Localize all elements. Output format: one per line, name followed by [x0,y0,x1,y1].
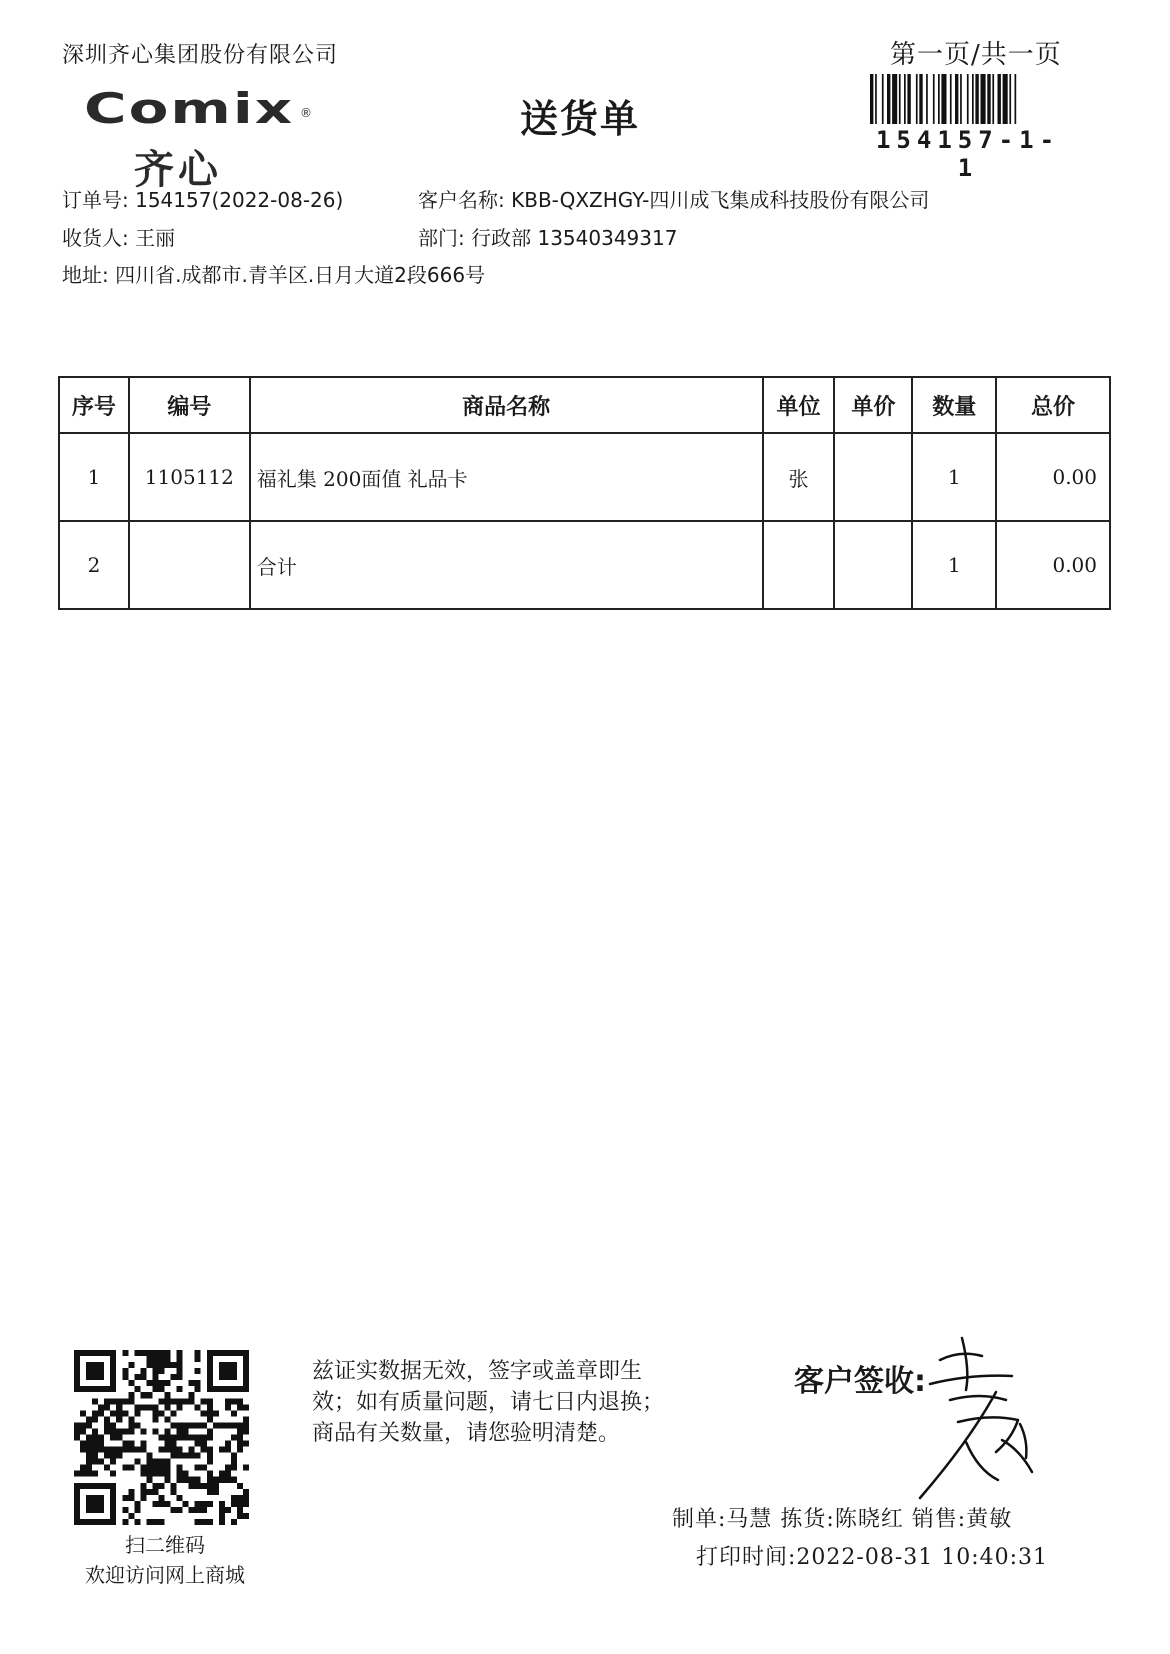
comix-logo-cn: 齐心 [134,147,222,193]
department-value: 行政部 13540349317 [471,226,678,250]
page-info: 第一页/共一页 [890,40,1062,70]
header-seq: 序号 [59,377,129,433]
customer-name-value: KBB-QXZHGY-四川成飞集成科技股份有限公司 [511,188,930,212]
customer-sign-label: 客户签收: [794,1364,926,1399]
cell-unit [763,521,835,609]
cell-total: 0.00 [996,433,1110,521]
table-row [59,521,1110,609]
customer-name [418,184,929,213]
table-row [59,433,1110,521]
cell-product-name: 合计 [250,521,763,609]
notice-line-3: 商品有关数量，请您验明清楚。 [312,1421,621,1446]
header-quantity: 数量 [912,377,996,433]
customer-name-label: 客户名称: [418,188,505,212]
qr-code[interactable] [74,1350,249,1525]
barcode [868,74,1068,130]
header-product-name: 商品名称 [250,377,763,433]
header-unit-price: 单价 [834,377,912,433]
department [418,222,677,251]
address [62,259,485,288]
notice-line-2: 效；如有质量问题，请七日内退换； [312,1390,665,1415]
company-name: 深圳齐心集团股份有限公司 [62,43,339,68]
staff-info: 制单:马慧 拣货:陈晓红 销售:黄敏 [672,1507,1013,1532]
qr-caption-line-1: 扫二维码 [125,1533,205,1557]
cell-unit: 张 [763,433,835,521]
address-value: 四川省.成都市.青羊区.日月大道2段666号 [115,263,486,287]
cell-quantity: 1 [912,433,996,521]
comix-logo: Comix [84,84,295,133]
order-number [62,184,343,213]
receiver-value: 王丽 [135,226,176,250]
registered-mark: ® [300,106,312,120]
receiver-label: 收货人: [62,226,129,250]
address-label: 地址: [62,263,109,287]
cell-product-name: 福礼集 200面值 礼品卡 [250,433,763,521]
print-time: 打印时间:2022-08-31 10:40:31 [696,1545,1049,1570]
header-total: 总价 [996,377,1110,433]
receiver [62,222,175,251]
document-title: 送货单 [520,97,641,141]
items-table [58,376,1111,610]
qr-caption-line-2: 欢迎访问网上商城 [85,1563,245,1587]
barcode-number: 154157-1-1 [875,126,1061,182]
cell-quantity: 1 [912,521,996,609]
table-header-row [59,377,1110,433]
cell-unit-price [834,521,912,609]
notice-line-1: 兹证实数据无效，签字或盖章即生 [312,1359,643,1384]
order-number-label: 订单号: [62,188,129,212]
cell-unit-price [834,433,912,521]
department-label: 部门: [418,226,465,250]
order-number-value: 154157(2022-08-26) [135,188,344,212]
cell-total: 0.00 [996,521,1110,609]
cell-code [129,521,250,609]
handwritten-signature [900,1330,1060,1500]
cell-seq: 1 [59,433,129,521]
header-unit: 单位 [763,377,835,433]
qr-caption [60,1530,270,1590]
cell-code: 1105112 [129,433,250,521]
notice-text [312,1356,664,1449]
cell-seq: 2 [59,521,129,609]
header-code: 编号 [129,377,250,433]
